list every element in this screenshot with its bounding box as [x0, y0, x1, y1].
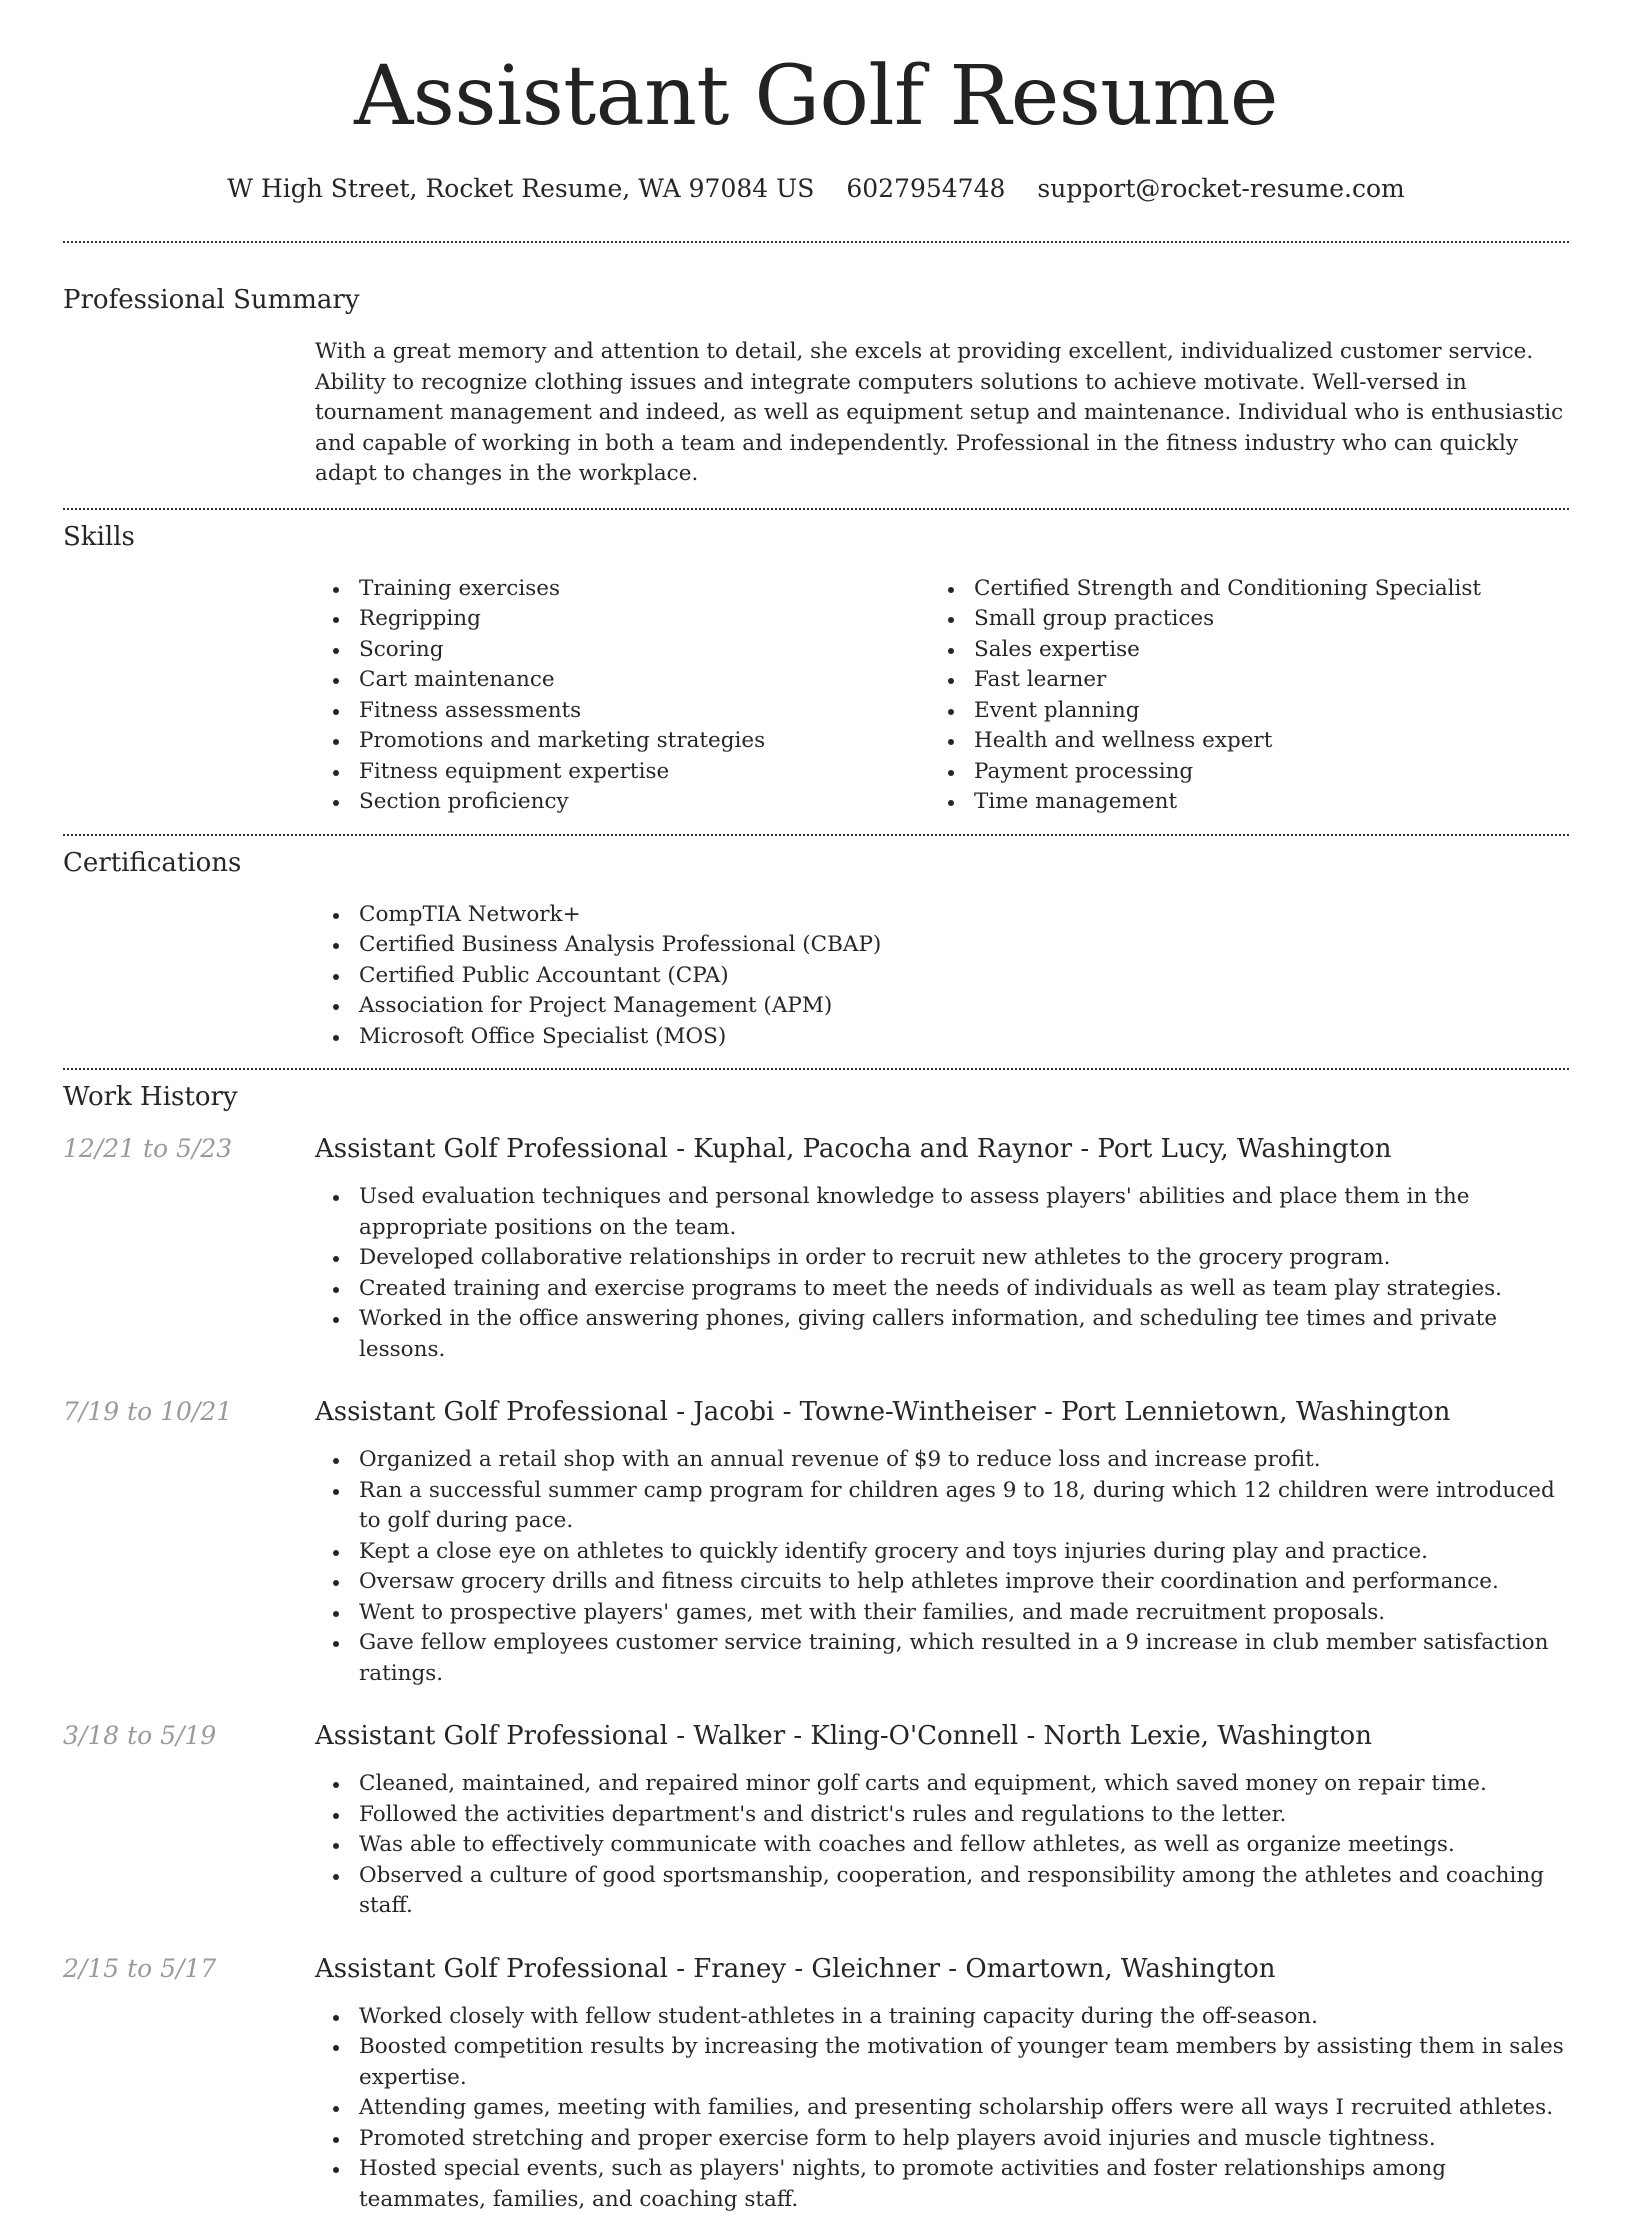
list-item: Kept a close eye on athletes to quickly identify grocery and toys injuries during play and practice.	[315, 1537, 1569, 1568]
list-item: Section proficiency	[315, 787, 930, 818]
list-item: Used evaluation techniques and personal knowledge to assess players' abilities and place them in the appropriate positions on the team.	[315, 1182, 1569, 1243]
list-item: CompTIA Network+	[315, 900, 1569, 931]
job-date: 2/15 to 5/17	[63, 1953, 217, 1983]
job-title: Assistant Golf Professional - Kuphal, Pacocha and Raynor - Port Lucy, Washington	[315, 1134, 1392, 1165]
list-item: Promoted stretching and proper exercise form to help players avoid injuries and muscle tightness.	[315, 2124, 1569, 2155]
list-item: Worked in the office answering phones, giving callers information, and scheduling tee times and private lessons.	[315, 1304, 1569, 1365]
job-entry	[63, 1397, 1569, 1689]
contact-address: W High Street, Rocket Resume, WA 97084 US	[227, 174, 815, 204]
skills-section	[63, 510, 1569, 834]
job-title: Assistant Golf Professional - Franey - Gleichner - Omartown, Washington	[315, 1953, 1276, 1984]
skills-columns	[315, 574, 1569, 834]
job-date: 12/21 to 5/23	[63, 1134, 233, 1164]
list-item: Ran a successful summer camp program for children ages 9 to 18, during which 12 children were introduced to golf during pace.	[315, 1476, 1569, 1537]
job-entry	[63, 1954, 1569, 2215]
list-item: Sales expertise	[930, 635, 1545, 666]
resume-title: Assistant Golf Resume	[354, 49, 1278, 144]
section-heading-skills: Skills	[63, 521, 135, 552]
job-entry	[63, 1721, 1569, 1922]
section-heading-summary: Professional Summary	[63, 285, 360, 316]
job-bullets	[315, 2002, 1569, 2215]
list-item: Training exercises	[315, 574, 930, 605]
list-item: Cart maintenance	[315, 665, 930, 696]
list-item: Microsoft Office Specialist (MOS)	[315, 1022, 1569, 1053]
list-item: Certified Public Accountant (CPA)	[315, 961, 1569, 992]
list-item: Cleaned, maintained, and repaired minor golf carts and equipment, which saved money on repair time.	[315, 1769, 1569, 1800]
section-heading-work-history: Work History	[63, 1082, 238, 1113]
skills-list-right	[930, 574, 1545, 818]
skills-list-left	[315, 574, 930, 818]
list-item: Boosted competition results by increasing the motivation of younger team members by assisting them in sales expertise.	[315, 2032, 1569, 2093]
list-item: Fitness equipment expertise	[315, 757, 930, 788]
list-item: Payment processing	[930, 757, 1545, 788]
list-item: Worked closely with fellow student-athletes in a training capacity during the off-season.	[315, 2002, 1569, 2033]
certifications-section	[63, 836, 1569, 1069]
job-title: Assistant Golf Professional - Walker - Kling-O'Connell - North Lexie, Washington	[315, 1721, 1372, 1752]
work-history-section	[63, 1070, 1569, 2215]
list-item: Developed collaborative relationships in order to recruit new athletes to the grocery program.	[315, 1243, 1569, 1274]
list-item: Regripping	[315, 604, 930, 635]
list-item: Association for Project Management (APM)	[315, 991, 1569, 1022]
job-title: Assistant Golf Professional - Jacobi - Towne-Wintheiser - Port Lennietown, Washington	[315, 1397, 1451, 1428]
list-item: Oversaw grocery drills and fitness circuits to help athletes improve their coordination and performance.	[315, 1567, 1569, 1598]
list-item: Scoring	[315, 635, 930, 666]
list-item: Attending games, meeting with families, and presenting scholarship offers were all ways I recruited athletes.	[315, 2093, 1569, 2124]
list-item: Organized a retail shop with an annual revenue of $9 to reduce loss and increase profit.	[315, 1445, 1569, 1476]
list-item: Created training and exercise programs to meet the needs of individuals as well as team play strategies.	[315, 1274, 1569, 1305]
job-entry	[63, 1134, 1569, 1365]
list-item: Was able to effectively communicate with coaches and fellow athletes, as well as organize meetings.	[315, 1830, 1569, 1861]
summary-text: With a great memory and attention to detail, she excels at providing excellent, individualized customer service. Ability to recognize clothing issues and integrate computers solutions to achieve motivate. Well-versed in tournament management and indeed, as well as equipment setup and maintenance. Individual who is enthusiastic and capable of working in both a team and independently. Professional in the fitness industry who can quickly adapt to changes in the workplace.	[315, 339, 1564, 487]
list-item: Hosted special events, such as players' nights, to promote activities and foster relationships among teammates, families, and coaching staff.	[315, 2154, 1569, 2215]
list-item: Observed a culture of good sportsmanship, cooperation, and responsibility among the athletes and coaching staff.	[315, 1861, 1569, 1922]
list-item: Went to prospective players' games, met with their families, and made recruitment proposals.	[315, 1598, 1569, 1629]
job-bullets	[315, 1445, 1569, 1689]
certifications-list	[315, 900, 1569, 1069]
job-date: 7/19 to 10/21	[63, 1397, 233, 1427]
contact-email: support@rocket-resume.com	[1037, 174, 1405, 204]
list-item: Certified Business Analysis Professional (CBAP)	[315, 930, 1569, 961]
job-bullets	[315, 1182, 1569, 1365]
list-item: Small group practices	[930, 604, 1545, 635]
list-item: Certified Strength and Conditioning Specialist	[930, 574, 1545, 605]
list-item: Promotions and marketing strategies	[315, 726, 930, 757]
list-item: Gave fellow employees customer service training, which resulted in a 9 increase in club member satisfaction ratings.	[315, 1628, 1569, 1689]
list-item: Followed the activities department's and district's rules and regulations to the letter.	[315, 1800, 1569, 1831]
list-item: Fast learner	[930, 665, 1545, 696]
list-item: Fitness assessments	[315, 696, 930, 727]
list-item: Time management	[930, 787, 1545, 818]
contact-line	[63, 174, 1569, 203]
job-date: 3/18 to 5/19	[63, 1721, 217, 1751]
job-bullets	[315, 1769, 1569, 1922]
list-item: Event planning	[930, 696, 1545, 727]
professional-summary-section	[63, 243, 1569, 508]
section-heading-certifications: Certifications	[63, 847, 242, 878]
list-item: Health and wellness expert	[930, 726, 1545, 757]
contact-phone: 6027954748	[846, 174, 1006, 204]
